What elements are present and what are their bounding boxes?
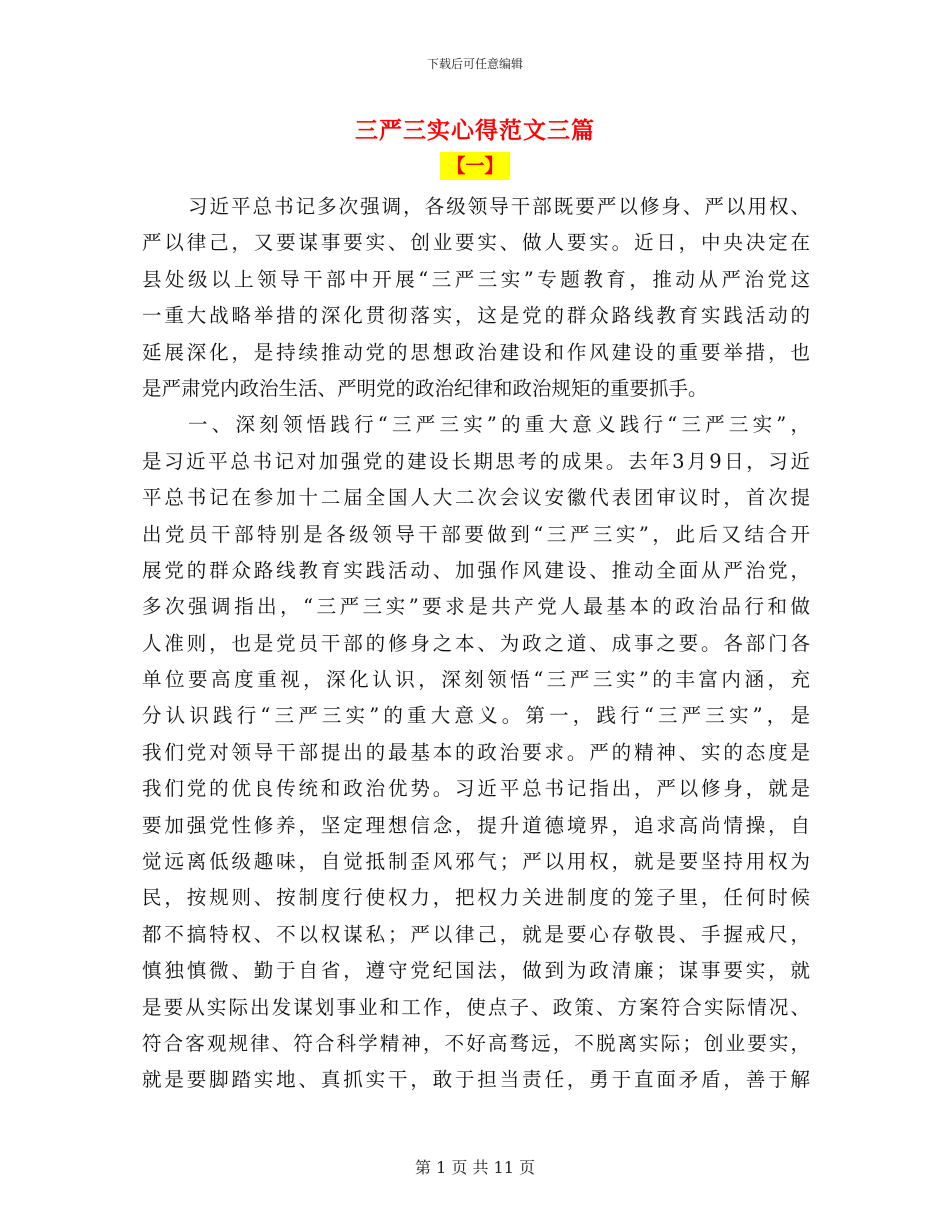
paragraph-line: 县处级以上领导干部中开展“三严三实”专题教育，推动从严治党这 — [142, 267, 810, 291]
section-mark: 【一】 — [440, 152, 509, 180]
paragraph-line: 民，按规则、按制度行使权力，把权力关进制度的笼子里，任何时候 — [142, 886, 810, 910]
paragraph-line: 要加强党性修养，坚定理想信念，提升道德境界，追求高尚情操，自 — [142, 813, 810, 837]
paragraph-line: 人准则，也是党员干部的修身之本、为政之道、成事之要。各部门各 — [142, 631, 810, 655]
document-title: 三严三实心得范文三篇 — [355, 118, 595, 144]
paragraph-line: 分认识践行“三严三实”的重大意义。第一，践行“三严三实”，是 — [142, 704, 810, 728]
paragraph-line: 一重大战略举措的深化贯彻落实，这是党的群众路线教育实践活动的 — [142, 304, 810, 328]
paragraph-line: 延展深化，是持续推动党的思想政治建设和作风建设的重要举措，也 — [142, 340, 810, 364]
paragraph-line: 一、深刻领悟践行“三严三实”的重大意义践行“三严三实”， — [188, 413, 810, 437]
paragraph-line: 单位要高度重视，深化认识，深刻领悟“三严三实”的丰富内涵，充 — [142, 668, 810, 692]
paragraph-line: 符合客观规律、符合科学精神，不好高骛远，不脱离实际；创业要实， — [142, 1031, 810, 1055]
paragraph-line: 多次强调指出，“三严三实”要求是共产党人最基本的政治品行和做 — [142, 595, 810, 619]
paragraph-line: 我们党的优良传统和政治优势。习近平总书记指出，严以修身，就是 — [142, 777, 810, 801]
paragraph-line: 平总书记在参加十二届全国人大二次会议安徽代表团审议时，首次提 — [142, 486, 810, 510]
paragraph-line: 出党员干部特别是各级领导干部要做到“三严三实”，此后又结合开 — [142, 522, 810, 546]
paragraph-line: 展党的群众路线教育实践活动、加强作风建设、推动全面从严治党， — [142, 558, 810, 582]
paragraph-line: 习近平总书记多次强调，各级领导干部既要严以修身、严以用权、 — [188, 195, 810, 218]
paragraph-line: 严以律己，又要谋事要实、创业要实、做人要实。近日，中央决定在 — [142, 231, 810, 255]
paragraph-line: 觉远离低级趣味，自觉抵制歪风邪气；严以用权，就是要坚持用权为 — [142, 850, 810, 874]
header-note: 下载后可任意编辑 — [426, 57, 523, 71]
paragraph-line: 是习近平总书记对加强党的建设长期思考的成果。去年3月9日，习近 — [142, 449, 810, 473]
paragraph-line: 是要从实际出发谋划事业和工作，使点子、政策、方案符合实际情况、 — [142, 995, 810, 1019]
paragraph-line: 慎独慎微、勤于自省，遵守党纪国法，做到为政清廉；谋事要实，就 — [142, 959, 810, 983]
paragraph-line: 就是要脚踏实地、真抓实干，敢于担当责任，勇于直面矛盾，善于解 — [142, 1068, 810, 1092]
page-footer: 第 1 页 共 11 页 — [415, 1158, 535, 1177]
body-text — [142, 189, 810, 1099]
paragraph-line: 我们党对领导干部提出的最基本的政治要求。严的精神、实的态度是 — [142, 740, 810, 764]
paragraph-line: 都不搞特权、不以权谋私；严以律己，就是要心存敬畏、手握戒尺， — [142, 922, 810, 946]
section-mark-row — [0, 152, 950, 180]
paragraph-line: 是严肃党内政治生活、严明党的政治纪律和政治规矩的重要抓手。 — [142, 376, 708, 400]
